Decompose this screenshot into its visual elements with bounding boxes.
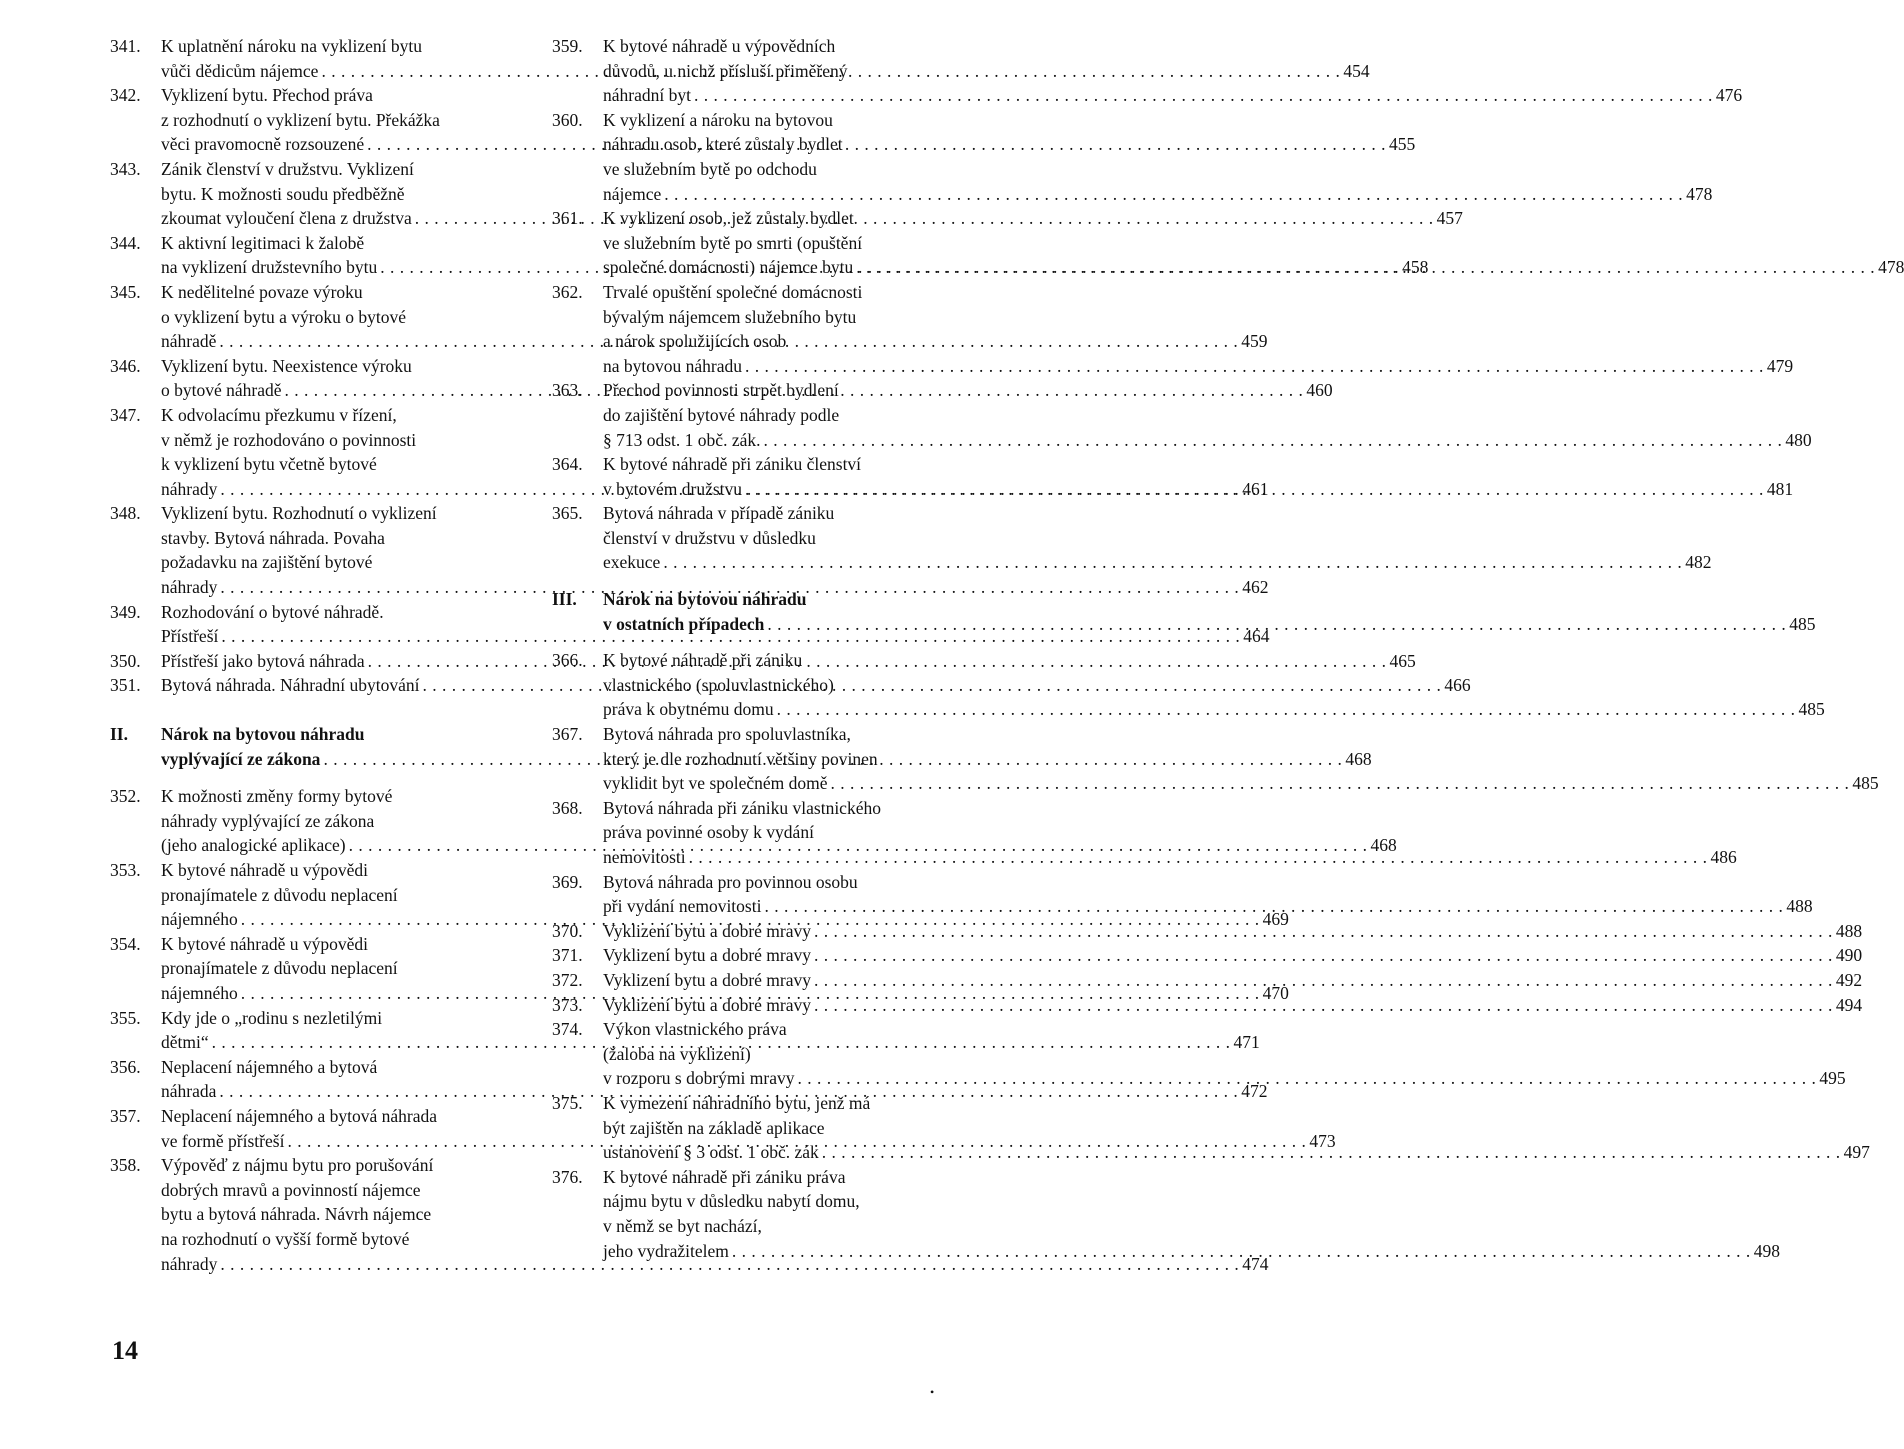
entry-page-number: 494 <box>1835 994 1863 1015</box>
entry-page-number: 457 <box>1436 208 1463 229</box>
entry-title-line <box>603 206 958 231</box>
entry-title-text: bytu. K možnosti soudu předběžně <box>161 183 405 204</box>
entry-title-line <box>603 428 1812 453</box>
entry-number: 358. <box>110 1155 141 1176</box>
entry-title-line <box>603 59 958 84</box>
entry-number: 374. <box>552 1019 583 1040</box>
entry-title-line <box>603 526 958 551</box>
entry-title-text: Zánik členství v družstvu. Vyklizení <box>161 158 414 179</box>
entry-page-number: 459 <box>1241 331 1268 352</box>
entry-number: 349. <box>110 601 141 622</box>
entry-title-line <box>161 1055 520 1080</box>
entry-page-number: 454 <box>1343 60 1370 81</box>
entry-title-text: pronajímatele z důvodu neplacení <box>161 884 398 905</box>
entry-page-number: 462 <box>1242 577 1269 598</box>
entry-title-line <box>161 526 520 551</box>
entry-title-line <box>603 1214 958 1239</box>
entry-title-text: Nárok na bytovou náhradu <box>603 589 807 610</box>
entry-title-text: vyplývající ze zákona <box>161 748 321 769</box>
entry-title-line <box>603 132 958 157</box>
entry-title-text: Bytová náhrada. Náhradní ubytování <box>161 675 420 696</box>
entry-title-line <box>161 231 520 256</box>
entry-title-text: Bytová náhrada pro povinnou osobu <box>603 871 858 892</box>
entry-title-line <box>161 809 520 834</box>
entry-number: 362. <box>552 281 583 302</box>
entry-title-text: K bytové náhradě při zániku <box>603 650 803 671</box>
leader-dots <box>732 1239 1751 1264</box>
entry-title-line <box>161 550 520 575</box>
entry-title-line <box>161 1202 520 1227</box>
leader-dots <box>689 845 1708 870</box>
entry-title-text: dobrých mravů a povinností nájemce <box>161 1179 421 1200</box>
entry-title-text: K aktivní legitimaci k žalobě <box>161 232 365 253</box>
toc-entry <box>552 870 1813 919</box>
entry-title-line <box>161 1104 520 1129</box>
entry-title-text: pronajímatele z důvodu neplacení <box>161 958 398 979</box>
entry-title <box>603 870 1813 919</box>
entry-number: 348. <box>110 503 141 524</box>
entry-page-number: 466 <box>1444 675 1471 696</box>
entry-title-line <box>161 624 1270 649</box>
entry-number: 350. <box>110 650 141 671</box>
entry-title-text: Vyklizení bytu. Neexistence výroku <box>161 355 412 376</box>
toc-entry <box>552 501 1712 575</box>
entry-page-number: 485 <box>1852 773 1879 794</box>
entry-title <box>603 1165 1780 1263</box>
entry-title-text: společné domácnosti) nájemce bytu <box>603 257 854 278</box>
entry-page-number: 473 <box>1309 1130 1336 1151</box>
entry-title-text: náhrady <box>161 577 218 598</box>
entry-number: 373. <box>552 994 583 1015</box>
entry-title-line <box>161 452 520 477</box>
entry-title-line <box>603 673 958 698</box>
entry-title-text: který je dle rozhodnutí většiny povinen <box>603 748 878 769</box>
entry-title <box>603 943 1863 968</box>
leader-dots <box>831 771 1850 796</box>
entry-title-line <box>603 1042 958 1067</box>
entry-title-line <box>603 943 1863 968</box>
entry-page-number: 495 <box>1819 1068 1846 1089</box>
entry-number: 353. <box>110 860 141 880</box>
leader-dots <box>814 968 1833 993</box>
entry-title-line <box>161 280 520 305</box>
entry-page-number: 464 <box>1243 626 1270 647</box>
entry-title-text: náhradu osob, které zůstaly bydlet <box>603 134 843 155</box>
entry-title-line <box>161 1227 520 1252</box>
entry-title-line <box>603 157 958 182</box>
entry-title-text: věci pravomocně rozsouzené <box>161 134 365 155</box>
entry-title-text: K vymezení náhradního bytu, jenž má <box>603 1092 871 1113</box>
entry-title-text: Výpověď z nájmu bytu pro porušování <box>161 1155 434 1176</box>
entry-number: 371. <box>552 945 583 966</box>
entry-title-text: práva k obytnému domu <box>603 699 774 720</box>
entry-page-number: 485 <box>1798 699 1825 720</box>
entry-title-text: K odvolacímu přezkumu v řízení, <box>161 404 397 425</box>
entry-title-line <box>603 378 958 403</box>
entry-page-number: 468 <box>1345 748 1372 769</box>
corner-mark: • <box>930 1385 935 1399</box>
entry-number: 346. <box>110 355 141 376</box>
entry-title-text: (žaloba na vyklizení) <box>603 1043 751 1064</box>
entry-title-text: (jeho analogické aplikace) <box>161 835 346 856</box>
leader-dots <box>767 612 1786 637</box>
entry-title-text: dětmi“ <box>161 1032 209 1053</box>
entry-title-text: v ostatních případech <box>603 613 765 634</box>
entry-number: 343. <box>110 158 141 179</box>
entry-title-text: Trvalé opuštění společné domácnosti <box>603 281 863 302</box>
entry-title-line <box>603 1189 958 1214</box>
entry-number: 352. <box>110 786 141 807</box>
entry-number: 342. <box>110 85 141 106</box>
entry-title-line <box>603 747 958 772</box>
entry-title-line <box>603 108 958 133</box>
entry-page-number: 458 <box>1402 257 1429 278</box>
entry-title-text: při vydání nemovitosti <box>603 896 762 917</box>
entry-page-number: 490 <box>1835 945 1863 966</box>
entry-number: 345. <box>110 281 141 302</box>
leader-dots <box>694 83 1713 108</box>
entry-number: 375. <box>552 1092 583 1113</box>
entry-title-text: a nárok spolužijících osob <box>603 331 787 352</box>
entry-page-number: 482 <box>1685 552 1712 573</box>
entry-title-text: Bytová náhrada při zániku vlastnického <box>603 797 881 818</box>
entry-page-number: 461 <box>1242 478 1269 499</box>
entry-number: 347. <box>110 404 141 425</box>
entry-title-text: nájemce <box>603 183 662 204</box>
entry-title-line <box>161 157 520 182</box>
entry-title-text: K uplatnění nároku na vyklizení bytu <box>161 36 422 56</box>
leader-dots <box>745 354 1764 379</box>
entry-title-text: K bytové náhradě u výpovědi <box>161 933 369 954</box>
entry-title-line <box>161 600 520 625</box>
entry-title-line <box>161 932 520 957</box>
entry-title-text: jeho vydražitelem <box>603 1240 729 1261</box>
entry-title-text: na bytovou náhradu <box>603 355 742 376</box>
entry-title-line <box>603 993 1863 1018</box>
entry-number: 365. <box>552 503 583 524</box>
entry-page-number: 498 <box>1753 1240 1780 1261</box>
entry-title-text: Přístřeší jako bytová náhrada <box>161 650 365 671</box>
entry-title-text: z rozhodnutí o vyklizení bytu. Překážka <box>161 109 440 130</box>
entry-number: 367. <box>552 724 583 745</box>
entry-title-line <box>603 820 958 845</box>
entry-number: 368. <box>552 797 583 818</box>
entry-number: 359. <box>552 36 583 56</box>
entry-number: 370. <box>552 920 583 941</box>
entry-title-line <box>161 182 520 207</box>
entry-title-text: stavby. Bytová náhrada. Povaha <box>161 527 385 548</box>
leader-dots <box>777 697 1796 722</box>
entry-title-line <box>161 305 520 330</box>
entry-title-text: v bytovém družstvu <box>603 478 743 499</box>
entry-title-text: náhradní byt <box>603 85 691 106</box>
entry-title-text: na vyklizení družstevního bytu <box>161 257 378 278</box>
entry-title-text: nájemného <box>161 982 238 1003</box>
entry-title-text: Nárok na bytovou náhradu <box>161 724 365 745</box>
entry-title-line <box>603 722 958 747</box>
entry-title-text: exekuce <box>603 552 661 573</box>
entry-title-text: ustanovení § 3 odst. 1 obč. zák <box>603 1142 819 1163</box>
entry-title-line <box>161 883 520 908</box>
entry-title-text: Rozhodování o bytové náhradě. <box>161 601 384 622</box>
entry-title-text: K nedělitelné povaze výroku <box>161 281 363 302</box>
entry-title-line <box>161 1153 520 1178</box>
entry-title-line <box>161 1006 520 1031</box>
entry-title-line <box>603 452 958 477</box>
entry-title-text: Vyklizení bytu a dobré mravy <box>603 920 812 941</box>
entry-title-text: ve formě přístřeší <box>161 1130 285 1151</box>
entry-page-number: 470 <box>1262 982 1289 1003</box>
entry-page-number: 460 <box>1306 380 1333 401</box>
entry-title-line <box>603 771 1879 796</box>
entry-title-line <box>161 1252 1269 1277</box>
leader-dots <box>856 255 1875 280</box>
entry-page-number: 474 <box>1242 1253 1269 1274</box>
entry-number: 354. <box>110 933 141 954</box>
entry-title-line <box>603 648 958 673</box>
entry-title-line <box>161 1178 520 1203</box>
entry-title-text: Vyklizení bytu. Přechod práva <box>161 85 373 106</box>
entry-title-text: bytu a bytová náhrada. Návrh nájemce <box>161 1204 432 1225</box>
entry-page-number: 488 <box>1786 896 1813 917</box>
entry-title-line <box>603 1165 958 1190</box>
entry-title-text: Neplacení nájemného a bytová náhrada <box>161 1105 437 1126</box>
entry-title-line <box>603 894 1813 919</box>
entry-title-line <box>603 697 1825 722</box>
entry-number: 357. <box>110 1105 141 1126</box>
entry-title-line <box>603 354 1794 379</box>
entry-title-line <box>161 784 520 809</box>
entry-title-line <box>161 354 520 379</box>
entry-title-line <box>161 428 520 453</box>
toc-entry <box>552 943 1863 968</box>
entry-title <box>603 501 1712 575</box>
entry-title-text: K možnosti změny formy bytové <box>161 786 393 807</box>
entry-title-text: vůči dědicům nájemce <box>161 60 319 81</box>
entry-title-line <box>603 1017 958 1042</box>
entry-title-line <box>161 34 520 59</box>
leader-dots <box>822 1140 1841 1165</box>
entry-title-text: o vyklizení bytu a výroku o bytové <box>161 306 406 327</box>
entry-page-number: 486 <box>1710 847 1737 867</box>
entry-title-text: v rozporu s dobrými mravy <box>603 1068 795 1089</box>
entry-title-text: nájemného <box>161 909 238 930</box>
entry-number: II. <box>110 724 128 745</box>
entry-title-text: v němž se byt nachází, <box>603 1215 762 1236</box>
entry-page-number: 488 <box>1835 920 1863 941</box>
entry-title-line <box>603 34 958 59</box>
entry-title-line <box>603 870 958 895</box>
entry-title-text: nájmu bytu v důsledku nabytí domu, <box>603 1191 860 1212</box>
toc-entry <box>552 993 1863 1018</box>
entry-number: 364. <box>552 454 583 475</box>
entry-title-text: Přechod povinnosti strpět bydlení <box>603 380 839 401</box>
entry-title-line <box>161 722 520 747</box>
entry-title-line <box>603 1091 958 1116</box>
entry-title-line <box>603 796 958 821</box>
entry-title-text: požadavku na zajištění bytové <box>161 552 373 573</box>
entry-page-number: 476 <box>1715 85 1743 106</box>
entry-title <box>603 993 1863 1018</box>
entry-title-text: Bytová náhrada v případě zániku <box>603 503 835 524</box>
entry-title-text: K vyklizení a nároku na bytovou <box>603 109 833 130</box>
entry-title-text: Přístřeší <box>161 626 219 647</box>
entry-title-text: náhrady <box>161 478 218 499</box>
entry-title-text: být zajištěn na základě aplikace <box>603 1117 825 1138</box>
entry-number: 369. <box>552 871 583 892</box>
entry-title-text: nemovitosti <box>603 847 686 867</box>
entry-title-text: práva povinné osoby k vydání <box>603 822 814 843</box>
entry-page-number: 485 <box>1789 613 1816 634</box>
entry-title-line <box>603 83 1743 108</box>
entry-title-text: ve služebním bytě po odchodu <box>603 158 817 179</box>
entry-title-line <box>161 403 520 428</box>
entry-page-number: 480 <box>1785 429 1812 450</box>
entry-number: 366. <box>552 650 583 671</box>
entry-title-text: o bytové náhradě <box>161 380 282 401</box>
entry-title-line <box>603 231 958 256</box>
entry-title-text: Bytová náhrada pro spoluvlastníka, <box>603 724 851 745</box>
leader-dots <box>663 550 1682 575</box>
entry-title-text: § 713 odst. 1 obč. zák. <box>603 429 761 450</box>
entry-title-text: vlastnického (spoluvlastnického) <box>603 674 834 695</box>
entry-title-line <box>603 1066 1846 1091</box>
leader-dots <box>814 919 1833 944</box>
entry-title-line <box>603 1116 958 1141</box>
entry-title-text: vyklidit byt ve společném domě <box>603 773 828 794</box>
entry-title-text: k vyklizení bytu včetně bytové <box>161 454 377 475</box>
entry-number: 372. <box>552 969 583 990</box>
entry-title-text: Vyklizení bytu a dobré mravy <box>603 969 812 990</box>
entry-title-text: K bytové náhradě při zániku členství <box>603 454 862 475</box>
entry-title-text: Vyklizení bytu a dobré mravy <box>603 994 812 1015</box>
entry-title-line <box>603 587 958 612</box>
entry-page-number: 478 <box>1686 183 1713 204</box>
leader-dots <box>814 943 1833 968</box>
entry-title-line <box>161 501 520 526</box>
entry-title-text: náhrady <box>161 1253 218 1274</box>
leader-dots <box>763 428 1782 453</box>
entry-title-text: Výkon vlastnického práva <box>603 1019 787 1040</box>
leader-dots <box>814 993 1833 1018</box>
entry-title-line <box>603 329 958 354</box>
entry-title-text: K bytové náhradě u výpovědních <box>603 36 836 56</box>
entry-title-line <box>603 305 958 330</box>
entry-title-line <box>603 182 1713 207</box>
entry-title-text: Kdy jde o „rodinu s nezletilými <box>161 1007 383 1028</box>
entry-title-line <box>603 550 1712 575</box>
entry-title-text: v němž je rozhodováno o povinnosti <box>161 429 417 450</box>
toc-entry <box>552 1165 1780 1263</box>
leader-dots <box>798 1066 1817 1091</box>
leader-dots <box>764 894 1783 919</box>
leader-dots <box>664 182 1683 207</box>
entry-number: III. <box>552 589 577 610</box>
page-number: 14 <box>112 1336 138 1365</box>
entry-title-line <box>161 858 520 883</box>
entry-title-text: náhrada <box>161 1081 217 1102</box>
entry-number: 363. <box>552 380 583 401</box>
entry-page-number: 469 <box>1262 909 1289 930</box>
entry-page-number: 471 <box>1233 1032 1260 1053</box>
leader-dots <box>745 477 1764 502</box>
entry-title-line <box>161 956 520 981</box>
entry-title-line <box>161 83 520 108</box>
entry-title-text: náhradě <box>161 331 217 352</box>
entry-number: 360. <box>552 109 583 130</box>
entry-title-text: K bytové náhradě při zániku práva <box>603 1166 846 1187</box>
entry-title-line <box>161 108 520 133</box>
entry-number: 351. <box>110 675 141 696</box>
entry-title-line <box>603 280 958 305</box>
entry-page-number: 465 <box>1389 650 1416 671</box>
entry-title-text: na rozhodnutí o vyšší formě bytové <box>161 1228 410 1249</box>
entry-title-text: Neplacení nájemného a bytová <box>161 1056 378 1077</box>
entry-number: 355. <box>110 1007 141 1028</box>
entry-title-text: do zajištění bytové náhrady podle <box>603 404 840 425</box>
entry-page-number: 492 <box>1835 969 1863 990</box>
entry-page-number: 481 <box>1766 478 1794 499</box>
entry-title-text: K vyklizení osob, jež zůstaly bydlet <box>603 208 854 229</box>
entry-title-line <box>603 501 958 526</box>
entry-title-text: náhrady vyplývající ze zákona <box>161 810 375 831</box>
entry-title-text: Vyklizení bytu. Rozhodnutí o vyklizení <box>161 503 437 524</box>
entry-title-text: ve služebním bytě po smrti (opuštění <box>603 232 863 253</box>
entry-number: 356. <box>110 1056 141 1077</box>
entry-number: 361. <box>552 208 583 229</box>
entry-title-text: K bytové náhradě u výpovědi <box>161 860 369 880</box>
entry-number: 341. <box>110 36 141 56</box>
entry-page-number: 468 <box>1370 835 1397 856</box>
entry-page-number: 472 <box>1241 1081 1268 1102</box>
entry-page-number: 497 <box>1843 1142 1870 1163</box>
entry-number: 376. <box>552 1166 583 1187</box>
entry-title-text: zkoumat vyloučení člena z družstva <box>161 208 412 229</box>
entry-title-text: bývalým nájemcem služebního bytu <box>603 306 857 327</box>
entry-title-line <box>603 403 958 428</box>
entry-title-text: členství v družstvu v důsledku <box>603 527 816 548</box>
entry-number: 344. <box>110 232 141 253</box>
entry-title-text: Vyklizení bytu a dobré mravy <box>603 945 812 966</box>
entry-page-number: 455 <box>1388 134 1416 155</box>
entry-title-text: důvodů, u nichž přísluší přiměřený <box>603 60 848 81</box>
entry-page-number: 479 <box>1766 355 1794 376</box>
entry-page-number: 478 <box>1878 257 1904 278</box>
